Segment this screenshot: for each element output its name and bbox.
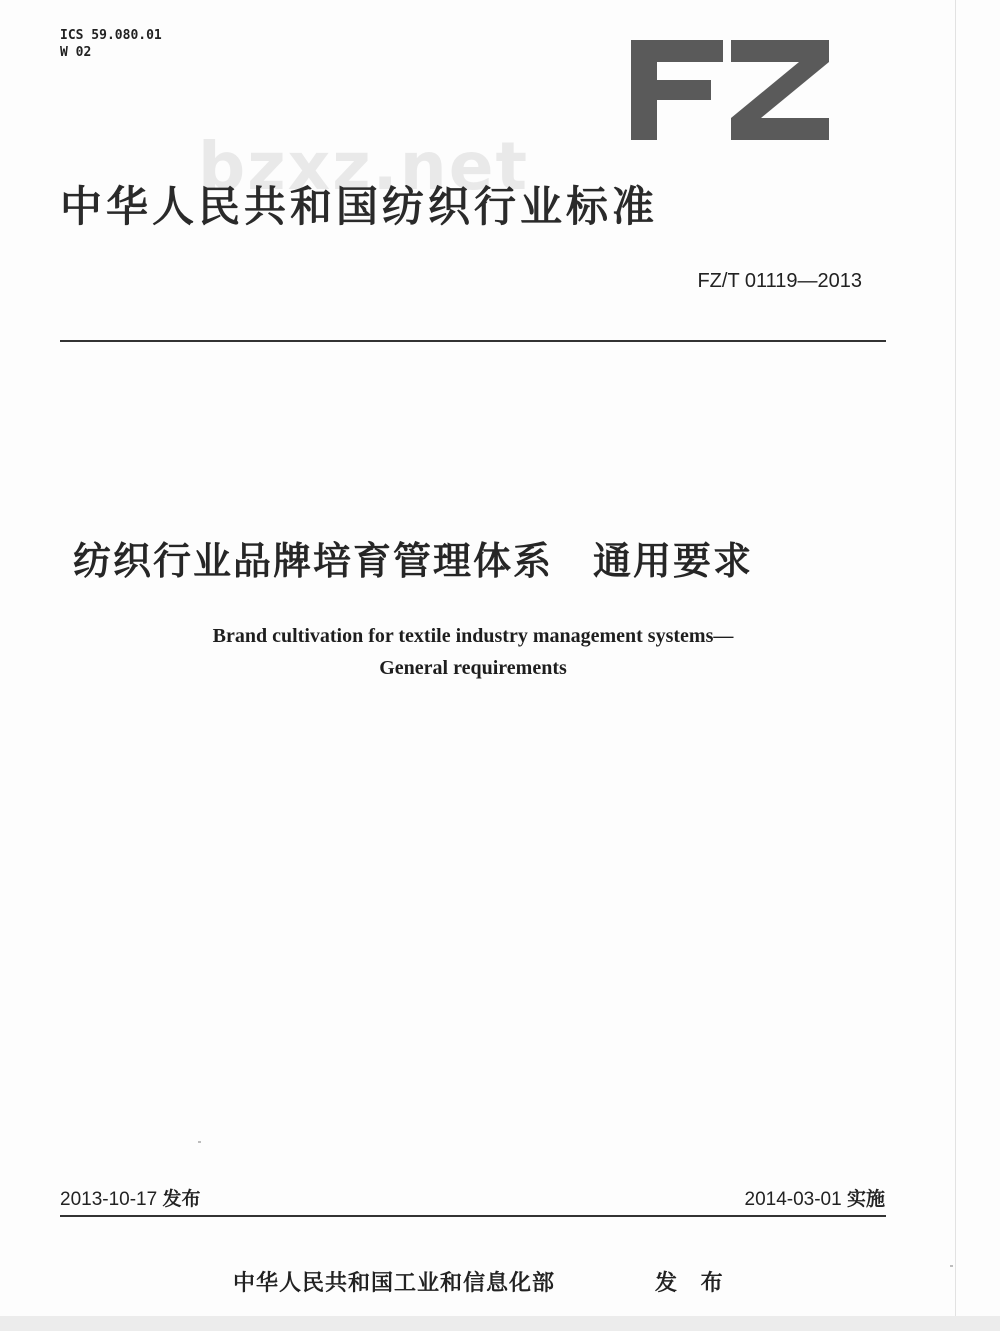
fz-logo	[627, 38, 833, 142]
scan-edge-right	[955, 0, 956, 1316]
watermark: bzxz.net	[198, 128, 530, 205]
scan-speck	[198, 1141, 201, 1143]
ics-classification	[60, 27, 162, 61]
ccs-code: W 02	[60, 45, 92, 60]
issuing-action: 发 布	[655, 1271, 731, 1296]
standard-category-title: 中华人民共和国纺织行业标准	[60, 182, 659, 231]
scan-speck	[950, 1265, 953, 1267]
header-divider	[60, 340, 886, 342]
document-title-cn: 纺织行业品牌培育管理体系 通用要求	[73, 539, 754, 583]
issue-label: 发布	[162, 1188, 201, 1210]
issue-date	[60, 1184, 201, 1211]
document-title-en	[60, 620, 886, 684]
issuing-authority: 中华人民共和国工业和信息化部	[233, 1271, 556, 1296]
scan-edge-bottom	[0, 1316, 1000, 1331]
implementation-label: 实施	[846, 1188, 885, 1210]
implementation-date-value: 2014-03-01	[744, 1189, 842, 1210]
footer-divider	[60, 1215, 886, 1217]
title-en-line: Brand cultivation for textile industry management systems—	[212, 625, 734, 647]
standard-number: FZ/T 01119—2013	[697, 270, 862, 292]
issue-date-value: 2013-10-17	[60, 1189, 158, 1210]
title-en-line: General requirements	[379, 657, 567, 679]
ics-code: ICS 59.080.01	[60, 28, 162, 43]
implementation-date	[745, 1184, 886, 1211]
